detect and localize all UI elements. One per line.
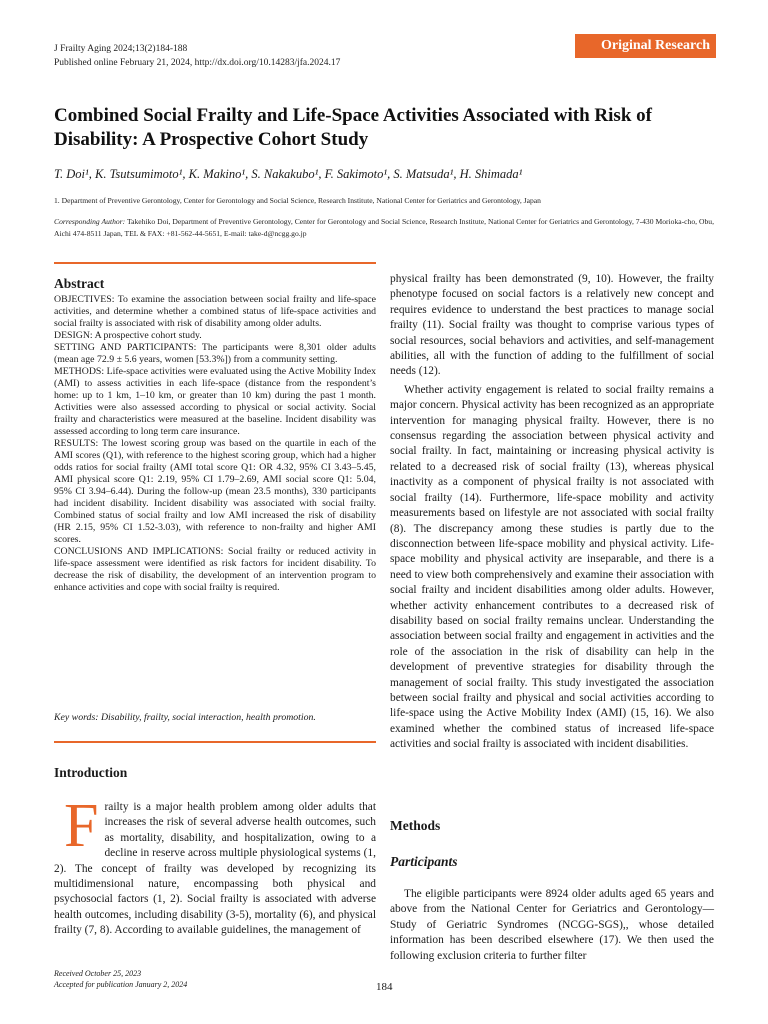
abstract-top-rule [54,262,376,264]
author-list: T. Doi¹, K. Tsutsumimoto¹, K. Makino¹, S. Nakakubo¹, F. Sakimoto¹, S. Matsuda¹, H. Shimada¹ [54,167,523,181]
setting-text: The participants were 8,301 older adults (mean age 72.9 ± 5.6 years, women [53.3%]) from a community setting. [54,342,376,365]
received-date: Received October 25, 2023 [54,969,142,978]
keywords: Key words: Disability, frailty, social interaction, health promotion. [54,712,316,723]
corresponding-author [54,216,714,240]
journal-citation: J Frailty Aging 2024;13(2)184-188 [54,44,188,54]
methods-label: METHODS: [54,366,105,377]
introduction-body [54,792,376,939]
published-line: Published online February 21, 2024, http://dx.doi.org/10.14283/jfa.2024.17 [54,58,341,68]
design-text: A prospective cohort study. [92,330,202,341]
accepted-date: Accepted for publication January 2, 2024 [54,980,188,989]
abstract-conclusions [54,546,376,594]
right-paragraph-2: Whether activity engagement is related to social frailty remains a major concern. Physical activity has been recognized as an appropriate intervention for managing physical frailty. However, there is no consensus regarding the association between physical activity and social frailty. In fact, maintaining or increasing physical activity is related to a decreased risk of social frailty (13), whereas physical inactivity as a component of physical frailty is not associated with social frailty (14). Furthermore, life-space mobility and activity measurements based on lifestyle are not associated with social frailty (8). The discrepancy among these studies is partly due to the disconnection between life-space mobility and physical activity. Life-space mobility and physical activity are inseparable, and there is a need to view both comprehensively and examine their association with social frailty and incident disabilities among older adults. However, whether activity enhancement contributes to a decreased risk of disability based on social frailty remains unclear. Understanding the association between social frailty and engagement in activities and the role of the association in the risk of disability can help in the development of preventive strategies for disability through the management of social frailty. This study investigated the association between social frailty and physical and social activities according to life-space using the Active Mobility Index (AMI) (15, 16). We also examined whether the combined status of increased life-space activities and social frailty is associated with incident disabilities. [390,383,714,751]
conclusions-label: CONCLUSIONS AND IMPLICATIONS: [54,546,224,557]
setting-label: SETTING AND PARTICIPANTS: [54,342,197,353]
drop-cap: F [64,792,99,860]
abstract-setting [54,342,376,366]
methods-heading: Methods [390,818,441,833]
article-type-badge: Original Research [575,34,716,58]
corresponding-text: Takehiko Doi, Department of Preventive Gerontology, Center for Gerontology and Social Science, Research Institute, National Center for Geriatrics and Gerontology, 7-430 Morioka-cho, Obu, Aichi 474-8511 Japan, TEL & FAX: +81-562-44-5651, E-mail: take-d@ncgg.go.jp [54,217,714,238]
results-label: RESULTS: [54,438,99,449]
introduction-heading: Introduction [54,765,128,780]
objectives-text: To examine the association between social frailty and life-space activities, and determine whether a combined status of life-space activities and social frailty is associated with risk of disability among older adults. [54,294,376,329]
abstract-body [54,294,376,594]
design-label: DESIGN: [54,330,93,341]
abstract-methods [54,366,376,438]
results-text: The lowest scoring group was based on the quartile in each of the AMI scores (Q1), with reference to the highest scoring group, which had a higher odds ratios for social frailty (AMI total score Q1: OR 4.32, 95% CI 3.43–5.45, AMI physical score Q1: 2.19, 95% CI 1.79–2.69, AMI social score Q1: 5.04, 95% CI 3.94–6.44). During the follow-up (mean 23.5 months), 330 participants had incident disability. Incident disability was associated with social frailty. Combined status of social frailty and low AMI increased the risk of disability (HR 2.15, 95% CI 1.52-3.03), with reference to non-frailty and higher AMI scores. [54,438,376,545]
participants-body [390,887,714,964]
abstract-design [54,330,376,342]
corresponding-label: Corresponding Author: [54,217,126,226]
right-column-body [390,272,714,753]
right-paragraph-3: The eligible participants were 8924 older adults aged 65 years and above from the National Center for Geriatrics and Gerontology—Study of Geriatric Syndromes (NCGG-SGS),, whose detailed information has been described elsewhere (17). We then used the following exclusion criteria to further filter [390,888,714,962]
article-title: Combined Social Frailty and Life-Space Activities Associated with Risk of Disability: A Prospective Cohort Study [54,105,652,150]
abstract-bottom-rule [54,741,376,743]
conclusions-text: Social frailty or reduced activity in life-space assessment were identified as risk factors for incident disability. To decrease the risk of disability, the development of an intervention program to enhance activities and cope with social frailty is required. [54,546,376,593]
intro-paragraph-1: railty is a major health problem among older adults that increases the risk of several adverse health outcomes, such as mortality, disability, and hospitalization, owing to a decline in reserve across multiple physiological systems (1, 2). The concept of frailty was developed by recognizing its multidimensional nature, encompassing both physical and psychosocial factors (1, 2). Social frailty is associated with adverse health outcomes, including disability (3-5), mortality (6), and physical frailty (7, 8). According to available guidelines, the management of [54,801,376,937]
page-number: 184 [376,981,393,993]
methods-text: Life-space activities were evaluated using the Active Mobility Index (AMI) to assess activities in each life-space (distance from the respondent’s home: up to 1 km, 1–10 km, or greater than 10 km) during the past 1 month. Activities were also assessed according to physical or social activity. Social frailty and characteristics were measured at the baseline. Incident disability was assessed according to long term care insurance. [54,366,376,437]
right-paragraph-1: physical frailty has been demonstrated (9, 10). However, the frailty phenotype focused on social factors is a relatively new concept and requires evidence to understand the best practices to manage social frailty (11). Social frailty was thought to comprise various types of social resources, social behaviors and activities, and self-management abilities, all with the function of adding to the fulfillment of social needs (12). [390,273,714,378]
abstract-objectives [54,294,376,330]
participants-heading: Participants [390,854,458,869]
abstract-results [54,438,376,546]
objectives-label: OBJECTIVES: [54,294,115,305]
affiliation: 1. Department of Preventive Gerontology, Center for Gerontology and Social Science, Research Institute, National Center for Geriatrics and Gerontology, Japan [54,196,541,205]
abstract-heading: Abstract [54,276,105,291]
